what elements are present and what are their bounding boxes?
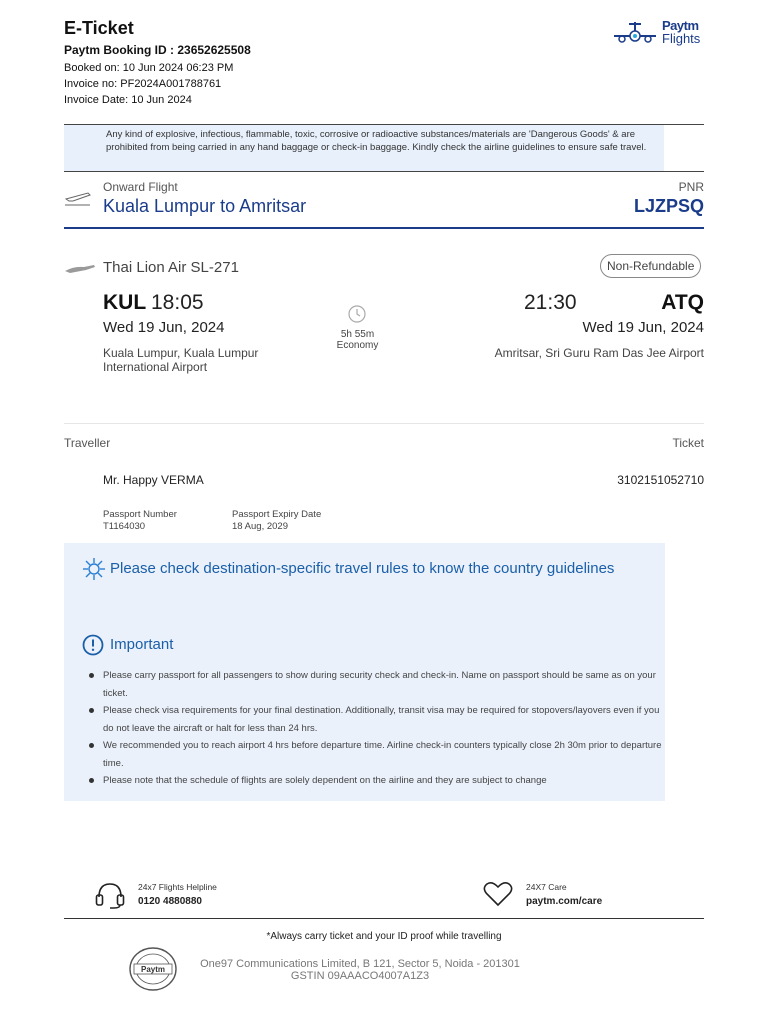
company-address (180, 958, 540, 982)
clock-icon (347, 304, 367, 324)
exclamation-icon (82, 634, 104, 656)
arrival-airport: Amritsar, Sri Guru Ram Das Jee Airport (494, 346, 704, 360)
logo-subbrand: Flights (662, 31, 701, 46)
flight-duration: 5h 55m (340, 329, 375, 340)
page-title: E-Ticket (64, 18, 134, 38)
onward-flight-label: Onward Flight (103, 180, 178, 194)
passport-number-label: Passport Number (103, 509, 177, 520)
important-title: Important (110, 636, 174, 653)
list-item: We recommended you to reach airport 4 hrs before departure time. Airline check-in counters typically close 2h 30m prior to departure time. (89, 737, 669, 772)
pnr-value: LJZPSQ (633, 196, 704, 216)
flight-route: Kuala Lumpur to Amritsar (103, 196, 307, 216)
list-item: Please check visa requirements for your final destination. Additionally, transit visa may be required for stopovers/layovers even if you do not leave the aircraft or halt for less than 24 hrs. (89, 702, 669, 737)
booking-id: Paytm Booking ID : 23652625508 (64, 43, 251, 57)
heart-icon (483, 881, 513, 907)
plane-logo-icon (612, 20, 658, 46)
booked-on: Booked on: 10 Jun 2024 06:23 PM (64, 62, 234, 74)
footer-divider (64, 918, 704, 919)
passport-expiry-value: 18 Aug, 2029 (232, 521, 288, 532)
section-divider (64, 227, 704, 229)
company-line: One97 Communications Limited, B 121, Sector 5, Noida - 201301 (200, 958, 520, 970)
arrival-date: Wed 19 Jun, 2024 (582, 319, 704, 336)
destination-rules-text: Please check destination-specific travel rules to know the country guidelines (110, 560, 615, 577)
ticket-header: Ticket (672, 436, 704, 450)
list-item: Please carry passport for all passengers to show during security check and check-in. Name on passport should be same as on your ticket. (89, 667, 669, 702)
care-link[interactable]: paytm.com/care (526, 896, 603, 907)
passport-number-value: T1164030 (103, 521, 146, 532)
helpline-label: 24x7 Flights Helpline (138, 882, 217, 892)
arrival-code: ATQ (661, 291, 704, 314)
traveller-header: Traveller (64, 436, 111, 450)
traveller-name: Mr. Happy VERMA (103, 473, 204, 487)
departure-time: 18:05 (151, 291, 204, 314)
departure-date: Wed 19 Jun, 2024 (103, 319, 225, 336)
paytm-seal-icon (128, 946, 178, 992)
airline-flight-number: Thai Lion Air SL-271 (103, 259, 239, 276)
ticket-number: 3102151052710 (617, 473, 704, 487)
cabin-class: Economy (336, 340, 379, 351)
gstin-line: GSTIN 09AAACO4007A1Z3 (290, 970, 430, 982)
arrival-time: 21:30 (524, 291, 577, 314)
headset-icon (95, 881, 125, 909)
helpline-number[interactable]: 0120 4880880 (138, 896, 202, 907)
virus-icon (82, 557, 106, 581)
departure-code: KUL (103, 291, 147, 314)
dangerous-goods-text: Any kind of explosive, infectious, flammable, toxic, corrosive or radioactive substances/materials are 'Dangerous Goods' & are prohibited from being carried in any hand baggage or check-in baggage. Kindly check the airline guidelines to ensure safe travel. (106, 129, 647, 153)
refund-status-badge: Non-Refundable (600, 254, 701, 278)
paytm-flights-logo (612, 18, 708, 50)
passport-expiry-label: Passport Expiry Date (232, 509, 322, 520)
list-item: Please note that the schedule of flights are solely dependent on the airline and they are subject to change (89, 772, 669, 790)
section-divider (64, 423, 704, 424)
pnr-label: PNR (678, 180, 704, 194)
takeoff-plane-icon (64, 186, 92, 208)
airline-plane-icon (64, 262, 96, 276)
care-label: 24X7 Care (526, 882, 567, 892)
invoice-date: Invoice Date: 10 Jun 2024 (64, 94, 192, 106)
seal-text: Paytm (140, 965, 166, 974)
invoice-number: Invoice no: PF2024A001788761 (64, 78, 222, 90)
departure-airport: Kuala Lumpur, Kuala Lumpur International Airport (103, 346, 259, 374)
important-list (89, 667, 669, 790)
carry-id-note: *Always carry ticket and your ID proof while travelling (266, 931, 502, 942)
logo-brand: Paytm (662, 18, 699, 33)
